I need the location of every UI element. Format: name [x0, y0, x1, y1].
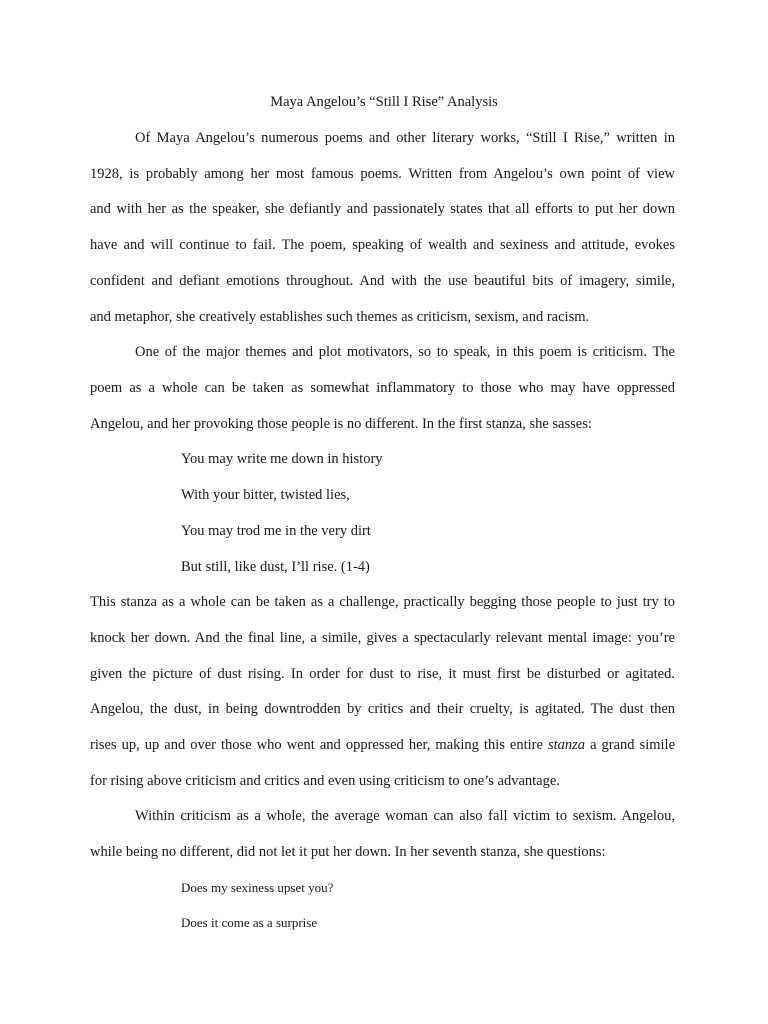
paragraph-2-line-2: poem as a whole can be taken as somewhat inflammatory to those who may have oppressed — [90, 380, 675, 396]
document-title: Maya Angelou’s “Still I Rise” Analysis — [270, 94, 498, 110]
stanza-1-line-2: With your bitter, twisted lies, — [181, 487, 350, 503]
paragraph-1-line-2: 1928, is probably among her most famous poems. Written from Angelou’s own point of view — [90, 166, 675, 182]
paragraph-3-line-2: knock her down. And the final line, a simile, gives a spectacularly relevant mental image: you’re — [90, 630, 675, 646]
paragraph-4-line-2: while being no different, did not let it put her down. In her seventh stanza, she questions: — [90, 844, 606, 860]
stanza-1-line-3: You may trod me in the very dirt — [181, 523, 371, 539]
stanza-7-line-2: Does it come as a surprise — [181, 915, 318, 930]
emphasized-word-stanza: stanza — [547, 737, 586, 753]
paragraph-1-line-6: and metaphor, she creatively establishes such themes as criticism, sexism, and racism. — [90, 309, 590, 325]
paragraph-1-line-4: have and will continue to fail. The poem, speaking of wealth and sexiness and attitude, evokes — [90, 237, 675, 253]
paragraph-1-line-5: confident and defiant emotions throughout. And with the use beautiful bits of imagery, simile, — [90, 273, 675, 289]
stanza-1-line-1: You may write me down in history — [181, 451, 383, 467]
paragraph-1-line-1: Of Maya Angelou’s numerous poems and other literary works, “Still I Rise,” written in — [135, 130, 675, 146]
paragraph-2-line-3: Angelou, and her provoking those people is no different. In the first stanza, she sasses: — [90, 416, 592, 432]
paragraph-3-line-5 — [90, 735, 675, 755]
stanza-7-line-1: Does my sexiness upset you? — [181, 880, 334, 895]
paragraph-4-line-1: Within criticism as a whole, the average woman can also fall victim to sexism. Angelou, — [135, 808, 675, 824]
paragraph-3-line-1: This stanza as a whole can be taken as a challenge, practically begging those people to just try to — [90, 594, 675, 610]
paragraph-1-line-3: and with her as the speaker, she defiantly and passionately states that all efforts to put her down — [90, 201, 675, 217]
paragraph-3-line-5-text-start: rises up, up and over those who went and oppressed her, making this entire — [90, 737, 543, 753]
paragraph-3-line-6: for rising above criticism and critics and even using criticism to one’s advantage. — [90, 773, 560, 789]
stanza-1-line-4: But still, like dust, I’ll rise. (1-4) — [181, 559, 370, 575]
paragraph-3-line-3: given the picture of dust rising. In order for dust to rise, it must first be disturbed or agitated. — [90, 666, 675, 682]
paragraph-3-line-5-text-end: a grand simile — [590, 737, 676, 753]
paragraph-3-line-4: Angelou, the dust, in being downtrodden by critics and their cruelty, is agitated. The dust then — [90, 701, 675, 717]
paragraph-2-line-1: One of the major themes and plot motivators, so to speak, in this poem is criticism. The — [135, 344, 675, 360]
